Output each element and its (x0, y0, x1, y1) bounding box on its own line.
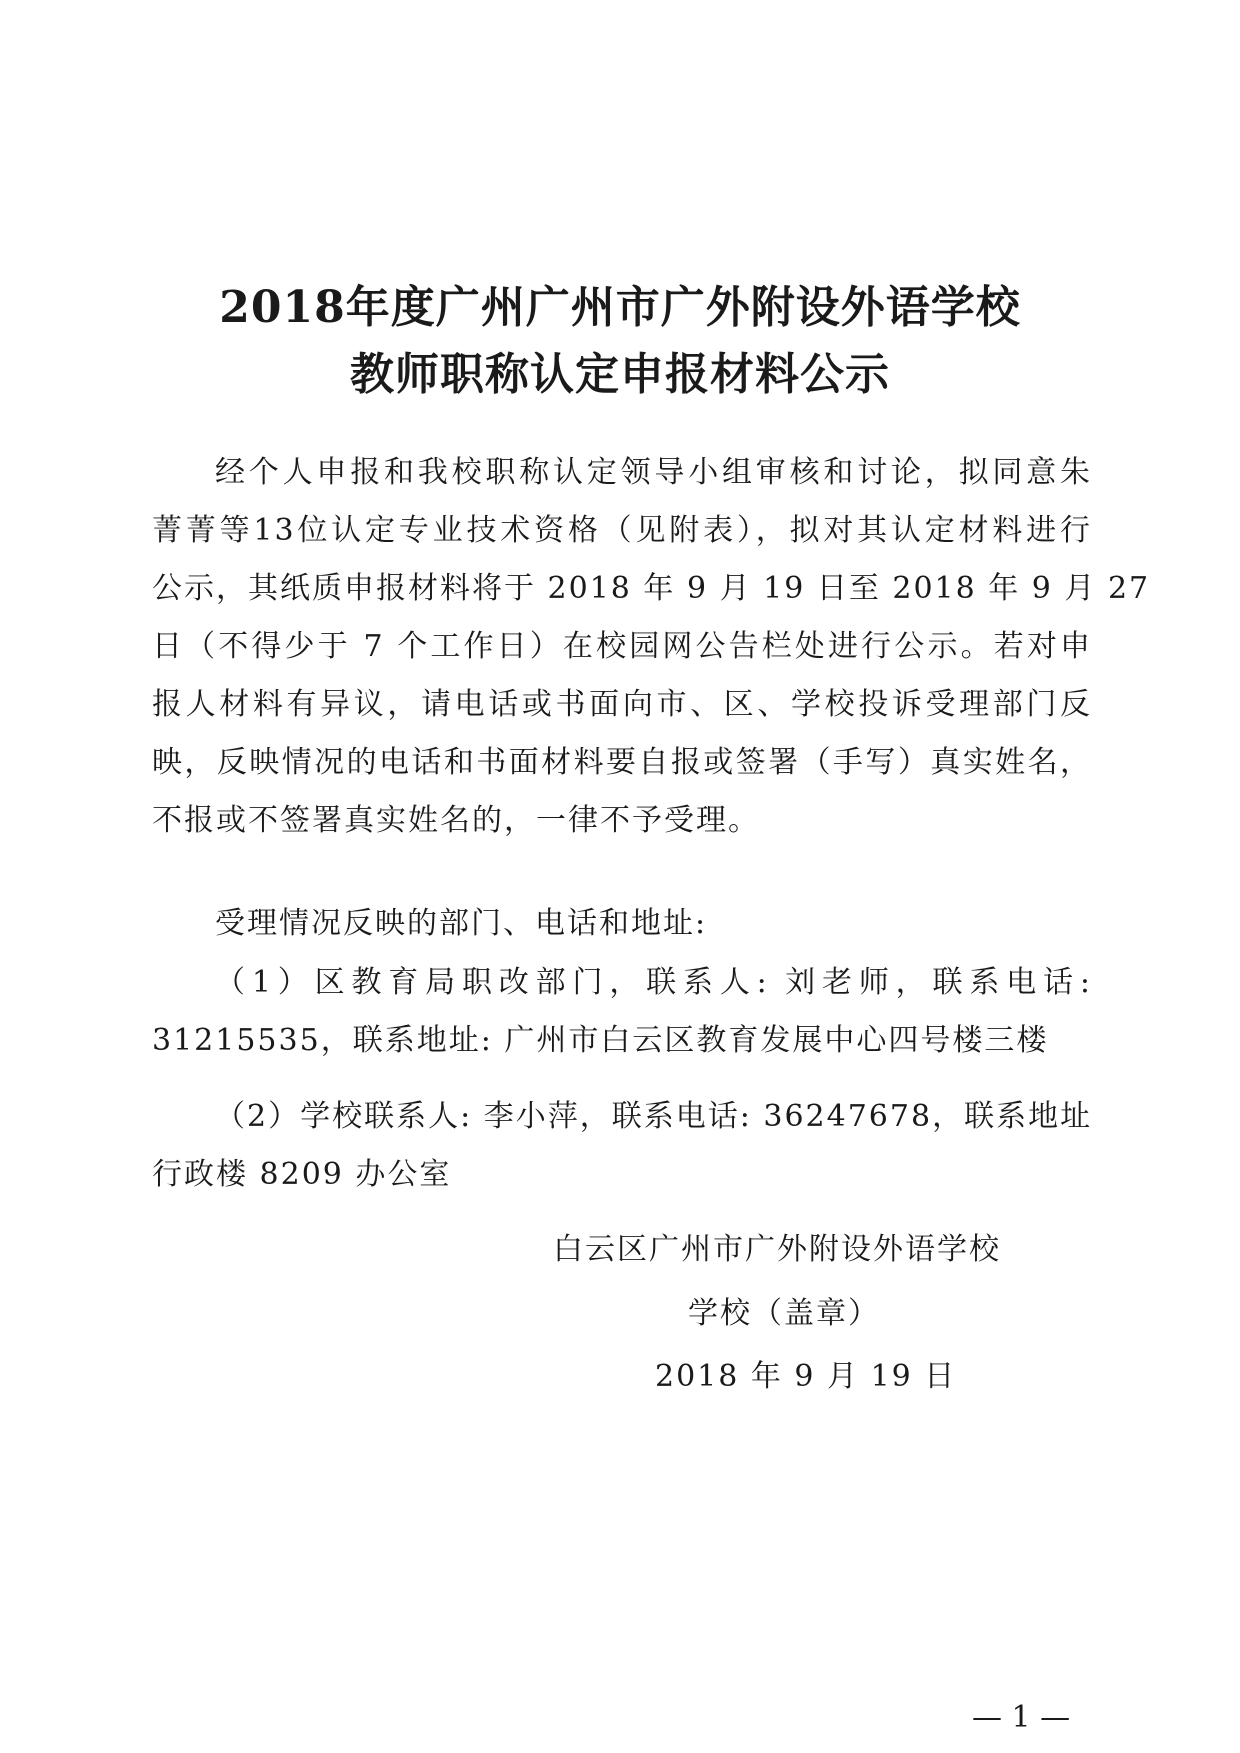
paragraph-line: 经个人申报和我校职称认定领导小组审核和讨论，拟同意朱 (215, 455, 1092, 490)
paragraph-line: 受理情况反映的部门、电话和地址: (215, 906, 708, 941)
signature-date: 2018 年 9 月 19 日 (655, 1359, 957, 1394)
paragraph-line: 31215535，联系地址: 广州市白云区教育发展中心四号楼三楼 (152, 1023, 1049, 1058)
paragraph-line: 日（不得少于 7 个工作日）在校园网公告栏处进行公示。若对申 (152, 629, 1092, 664)
page-number: — 1 — (972, 1700, 1071, 1735)
district-contact-paragraph (152, 954, 1092, 1070)
school-contact-paragraph (152, 1088, 1092, 1204)
paragraph-line: 菁菁等13位认定专业技术资格（见附表），拟对其认定材料进行 (152, 513, 1092, 548)
signature-seal: 学校（盖章） (688, 1296, 880, 1331)
paragraph-line: 不报或不签署真实姓名的，一律不予受理。 (152, 803, 760, 838)
paragraph-line: 公示，其纸质申报材料将于 2018 年 9 月 19 日至 2018 年 9 月 27 (152, 571, 1151, 606)
signature-organization: 白云区广州市广外附设外语学校 (553, 1232, 1001, 1267)
notice-paragraph (152, 444, 1151, 850)
document-title-line-1: 2018年度广州广州市广外附设外语学校 (219, 282, 1021, 333)
document-title-line-2: 教师职称认定申报材料公示 (350, 349, 890, 400)
paragraph-line: （2）学校联系人: 李小萍，联系电话: 36247678，联系地址 (215, 1099, 1093, 1134)
contact-intro-paragraph (152, 895, 1092, 953)
paragraph-line: 报人材料有异议，请电话或书面向市、区、学校投诉受理部门反 (152, 687, 1092, 722)
paragraph-line: （1）区教育局职改部门，联系人: 刘老师，联系电话: (215, 965, 1092, 1000)
paragraph-line: 映，反映情况的电话和书面材料要自报或签署（手写）真实姓名， (152, 745, 1092, 780)
paragraph-line: 行政楼 8209 办公室 (152, 1157, 452, 1192)
